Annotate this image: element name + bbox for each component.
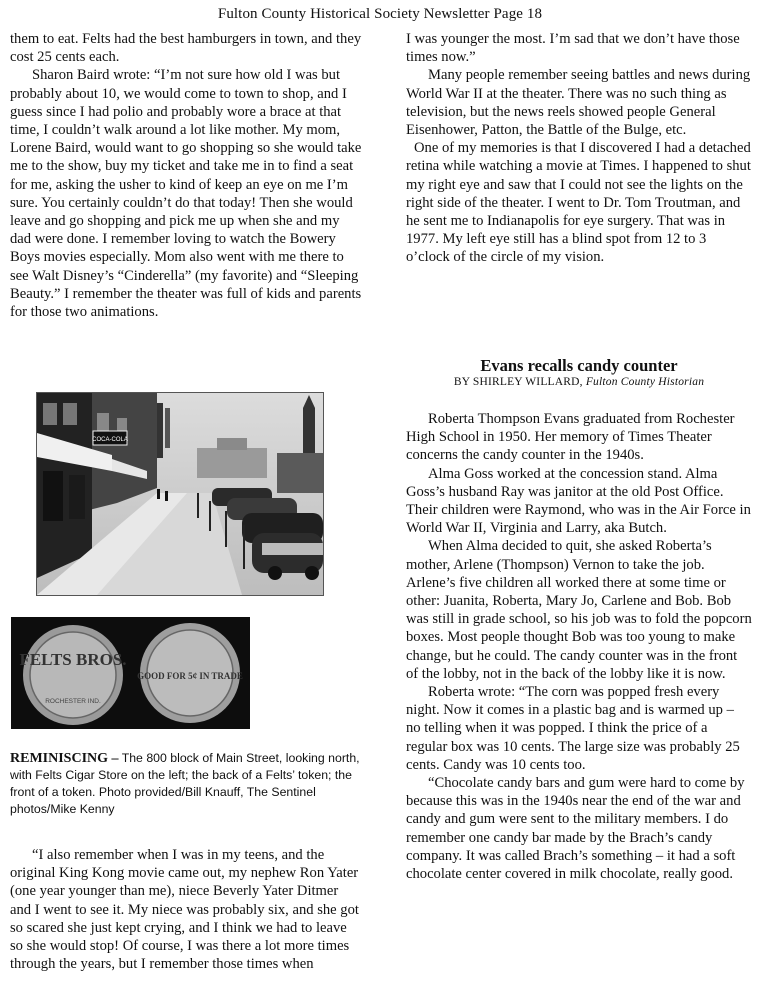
main-street-photo bbox=[36, 392, 324, 596]
token-front-text: FELTS BROS. bbox=[19, 650, 127, 669]
coca-cola-sign-text: COCA-COLA bbox=[92, 437, 128, 443]
article-body bbox=[406, 410, 752, 883]
paragraph: Many people remember seeing battles and news during World War II at the theater. There was no such thing as television, but the news reels showed people General Eisenhower, Patton, the Battle of the Bulge, etc. bbox=[406, 67, 751, 139]
paragraph: When Alma decided to quit, she asked Roberta’s mother, Arlene (Thompson) Vernon to take the job. Arlene’s five children all worked there at some time or other: Juanita, Roberta, Mary Jo, Carlene and Bob. Bob was still in grade school, so his job was to fold the popcorn boxes. Most people thought Bob was too young to make change, but he could. The candy counter was in the front of the lobby, not in the back of the lobby like it is now. bbox=[406, 538, 752, 682]
article-byline bbox=[406, 376, 752, 388]
photo-caption bbox=[10, 750, 362, 818]
paragraph: “Chocolate candy bars and gum were hard to come by because this was in the 1940s near the end of the war and candy and gum were sent to the military members. I do remember one candy bar made by the Brach’s candy company. It was called Brach’s something – it had a soft chocolate center covered in milk chocolate, really good. bbox=[406, 775, 745, 883]
caption-text: The 800 block of Main Street, looking north, with Felts Cigar Store on the left; the back of a Felts’ token; the front of a token. Photo provided/Bill Knauff, The Sentinel photos/Mike Kenny bbox=[10, 751, 360, 816]
left-column-text bbox=[10, 30, 362, 321]
article-title: Evans recalls candy counter bbox=[480, 356, 678, 375]
left-column-continued bbox=[10, 846, 362, 973]
byline-role: Fulton County Historian bbox=[585, 376, 705, 388]
byline-author: BY SHIRLEY WILLARD, bbox=[453, 376, 583, 388]
caption-lead: REMINISCING – bbox=[10, 751, 119, 766]
felts-token-front bbox=[11, 617, 131, 729]
paragraph: Roberta Thompson Evans graduated from Rochester High School in 1950. Her memory of Times Theater concerns the candy counter in the 1940s. bbox=[406, 411, 735, 464]
token-front-subtext: ROCHESTER IND. bbox=[45, 698, 101, 705]
paragraph: Roberta wrote: “The corn was popped fresh every night. Now it comes in a plastic bag and is warmed up – no telling when it was popped. I think the price of a regular box was 10 cents. The large size was probably 25 cents. Candy was 10 cents too. bbox=[406, 684, 740, 773]
paragraph: One of my memories is that I discovered I had a detached retina while watching a movie at Times. I happened to shut my right eye and saw that I could not see the lights on the right side of the theater. I went to Dr. Tom Troutman, and he sent me to Indianapolis for eye surgery. That was in 1977. My left eye still has a blind spot from 12 to 3 o’clock of the circle of my vision. bbox=[406, 140, 751, 266]
right-column-text bbox=[406, 30, 752, 267]
main-street-illustration bbox=[37, 393, 323, 595]
token-back-text: GOOD FOR 5¢ IN TRADE bbox=[137, 671, 243, 681]
paragraph: Alma Goss worked at the concession stand. Alma Goss’s husband Ray was janitor at the old Post Office. Their children were Raymond, who was in the Air Force in World War II, Virginia and Larry, aka Butch. bbox=[406, 465, 751, 537]
paragraph: I was younger the most. I’m sad that we don’t have those times now.” bbox=[406, 31, 740, 66]
felts-token-back bbox=[130, 617, 250, 729]
paragraph: them to eat. Felts had the best hamburgers in town, and they cost 25 cents each. bbox=[10, 31, 362, 66]
paragraph: “I also remember when I was in my teens, and the original King Kong movie came out, my nephew Ron Yater (one year younger than me), niece Beverly Yater Ditmer and I went to see it. My niece was probably six, and she got so scared she just kept crying, and I think we had to leave so she would stop! Of course, I was there a lot more times through the years, but I remember those times when bbox=[10, 847, 359, 973]
paragraph: Sharon Baird wrote: “I’m not sure how old I was but probably about 10, we would come to town to shop, and I guess since I had polio and probably wore a brace at that time, I couldn’t walk around a lot like mother. My mom, Lorene Baird, would want to go shopping so she would take me to the show, buy my ticket and take me in to find a seat for me, asking the usher to kind of keep an eye on me I’m sure. You certainly couldn’t do that today! Then she would leave and go shopping and pick me up when she and my dad were done. I remember loving to watch the Bowery Boys movies especially. Mom also went with me there to see Walt Disney’s “Cinderella” (my favorite) and “Sleeping Beauty.” I remember the theater was full of kids and parents for those two animations. bbox=[10, 67, 362, 321]
page-header: Fulton County Historical Society Newsletter Page 18 bbox=[217, 6, 543, 22]
